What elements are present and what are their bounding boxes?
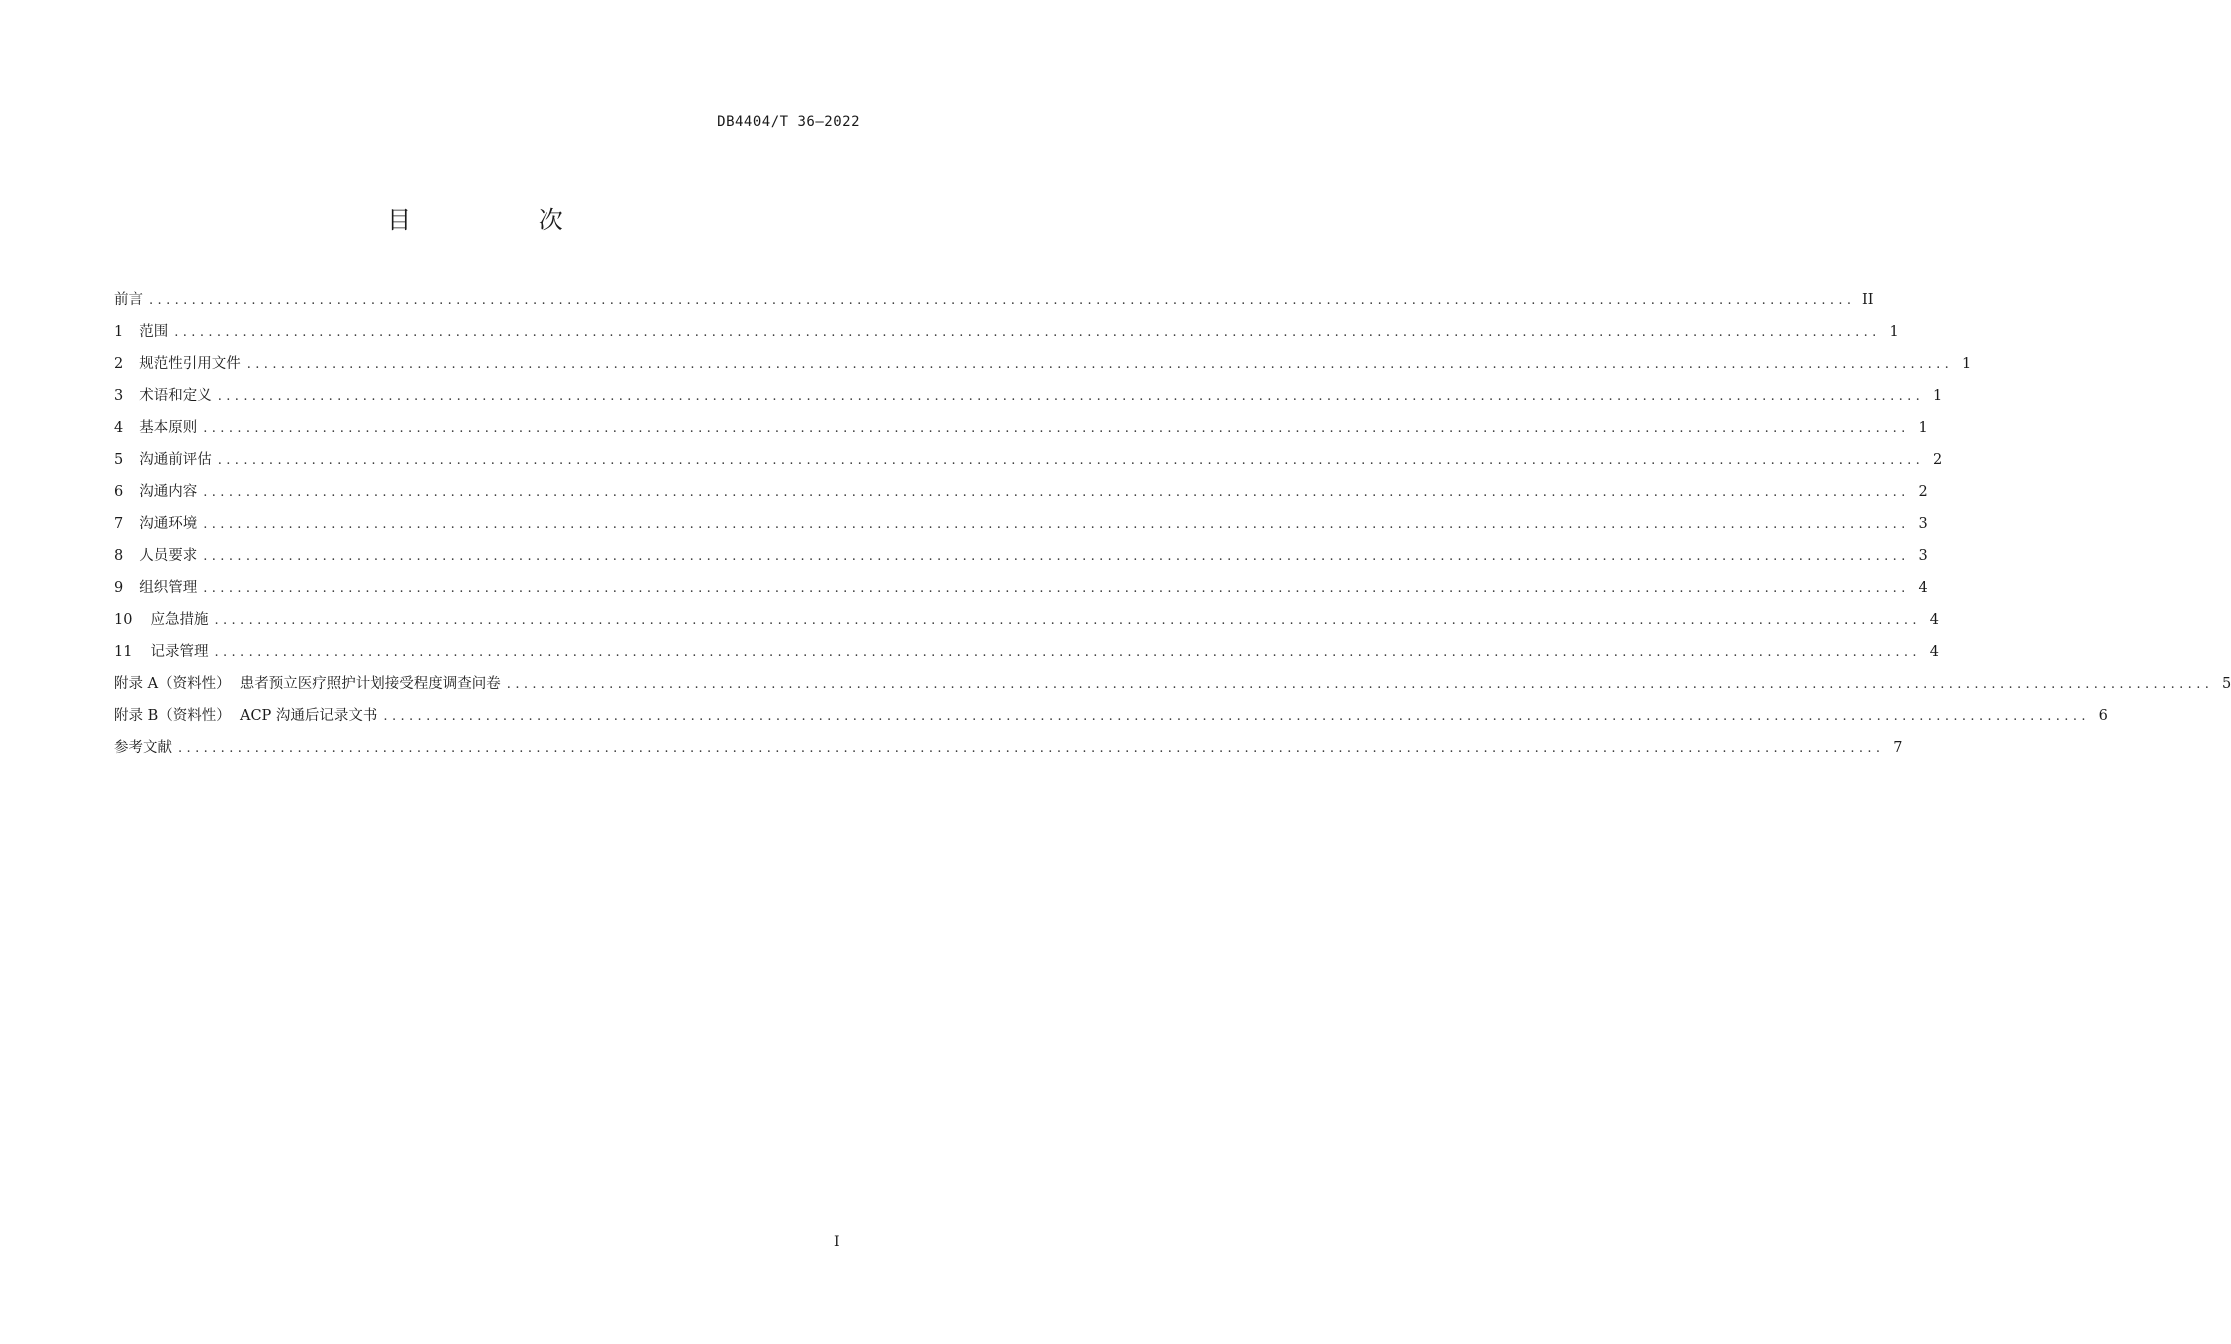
toc-entry-page: 4: [1929, 644, 1939, 660]
toc-entry[interactable]: [114, 640, 1939, 672]
toc-entry-page: 3: [1918, 548, 1928, 564]
toc-entry-label: 前言: [114, 292, 143, 308]
toc-entry-label: 沟通内容: [139, 484, 198, 500]
toc-entry-label: 应急措施: [150, 612, 209, 628]
toc-leader-dots: ........................................................................................................................................................................................................: [174, 325, 1881, 340]
toc-leader-dots: ........................................................................................................................................................................................................: [203, 485, 1910, 500]
toc-entry-label: 沟通前评估: [139, 452, 212, 468]
toc-entry-label: 记录管理: [150, 644, 209, 660]
toc-entry-page: 3: [1918, 516, 1928, 532]
toc-entry-label: 人员要求: [139, 548, 198, 564]
toc-entry-page: 7: [1893, 740, 1903, 756]
toc-entry[interactable]: [114, 448, 1943, 480]
toc-entry-page: 5: [2222, 676, 2231, 692]
toc-entry-label: 沟通环境: [139, 516, 198, 532]
toc-leader-dots: ........................................................................................................................................................................................................: [203, 421, 1910, 436]
toc-entry-page: 4: [1918, 580, 1928, 596]
toc-leader-dots: ........................................................................................................................................................................................................: [149, 293, 1856, 308]
toc-entry[interactable]: [114, 608, 1939, 640]
toc-leader-dots: ........................................................................................................................................................................................................: [214, 613, 1921, 628]
toc-leader-dots: ........................................................................................................................................................................................................: [203, 549, 1910, 564]
toc-entry-page: 1: [1889, 324, 1899, 340]
toc-entry-page: 1: [1932, 388, 1943, 404]
toc-entry[interactable]: [114, 544, 1928, 576]
toc-entry[interactable]: [114, 288, 1874, 320]
toc-entry-label: 附录 A（资料性） 患者预立医疗照护计划接受程度调查问卷: [114, 676, 501, 692]
toc-entry-number: 5: [114, 452, 124, 468]
toc-leader-dots: ........................................................................................................................................................................................................: [217, 453, 1925, 468]
toc-entry-page: 2: [1932, 452, 1943, 468]
toc-leader-dots: ........................................................................................................................................................................................................: [506, 677, 2214, 692]
toc-entry-page: II: [1862, 292, 1874, 308]
toc-entry[interactable]: [114, 512, 1928, 544]
table-of-contents: [114, 288, 2231, 768]
toc-entry-number: 2: [114, 356, 124, 372]
toc-entry-label: 附录 B（资料性） ACP 沟通后记录文书: [114, 708, 378, 724]
toc-entry[interactable]: [114, 320, 1899, 352]
toc-entry-number: 1: [114, 324, 124, 340]
toc-entry-label: 规范性引用文件: [139, 356, 241, 372]
toc-leader-dots: ........................................................................................................................................................................................................: [203, 581, 1910, 596]
toc-entry-number: 4: [114, 420, 124, 436]
toc-leader-dots: ........................................................................................................................................................................................................: [178, 741, 1885, 756]
document-code: DB4404/T 36—2022: [717, 114, 860, 130]
toc-leader-dots: ........................................................................................................................................................................................................: [203, 517, 1910, 532]
toc-leader-dots: ........................................................................................................................................................................................................: [217, 389, 1925, 404]
toc-entry-number: 8: [114, 548, 124, 564]
toc-entry[interactable]: [114, 416, 1928, 448]
toc-entry-page: 6: [2098, 708, 2108, 724]
toc-leader-dots: ........................................................................................................................................................................................................: [246, 357, 1954, 372]
toc-entry-label: 范围: [139, 324, 169, 340]
toc-entry-number: 3: [114, 388, 124, 404]
toc-entry[interactable]: [114, 704, 2108, 736]
toc-entry[interactable]: [114, 384, 1943, 416]
toc-entry-page: 1: [1918, 420, 1928, 436]
toc-entry-number: 6: [114, 484, 124, 500]
toc-leader-dots: ........................................................................................................................................................................................................: [214, 645, 1921, 660]
toc-entry[interactable]: [114, 352, 1972, 384]
toc-entry-page: 4: [1929, 612, 1939, 628]
toc-entry-number: 10: [114, 612, 133, 628]
toc-entry-label: 参考文献: [114, 740, 172, 756]
toc-entry[interactable]: [114, 672, 2231, 704]
toc-entry-page: 1: [1961, 356, 1972, 372]
toc-entry-number: 7: [114, 516, 124, 532]
toc-entry-label: 术语和定义: [139, 388, 212, 404]
toc-entry[interactable]: [114, 480, 1928, 512]
toc-entry-number: 9: [114, 580, 124, 596]
toc-entry[interactable]: [114, 736, 1903, 768]
toc-leader-dots: ........................................................................................................................................................................................................: [383, 709, 2090, 724]
toc-entry-number: 11: [114, 644, 133, 660]
page-title: 目 次: [387, 206, 623, 234]
toc-entry-page: 2: [1918, 484, 1928, 500]
page-number: I: [834, 1234, 840, 1250]
toc-entry-label: 组织管理: [139, 580, 198, 596]
toc-entry-label: 基本原则: [139, 420, 198, 436]
toc-entry[interactable]: [114, 576, 1928, 608]
